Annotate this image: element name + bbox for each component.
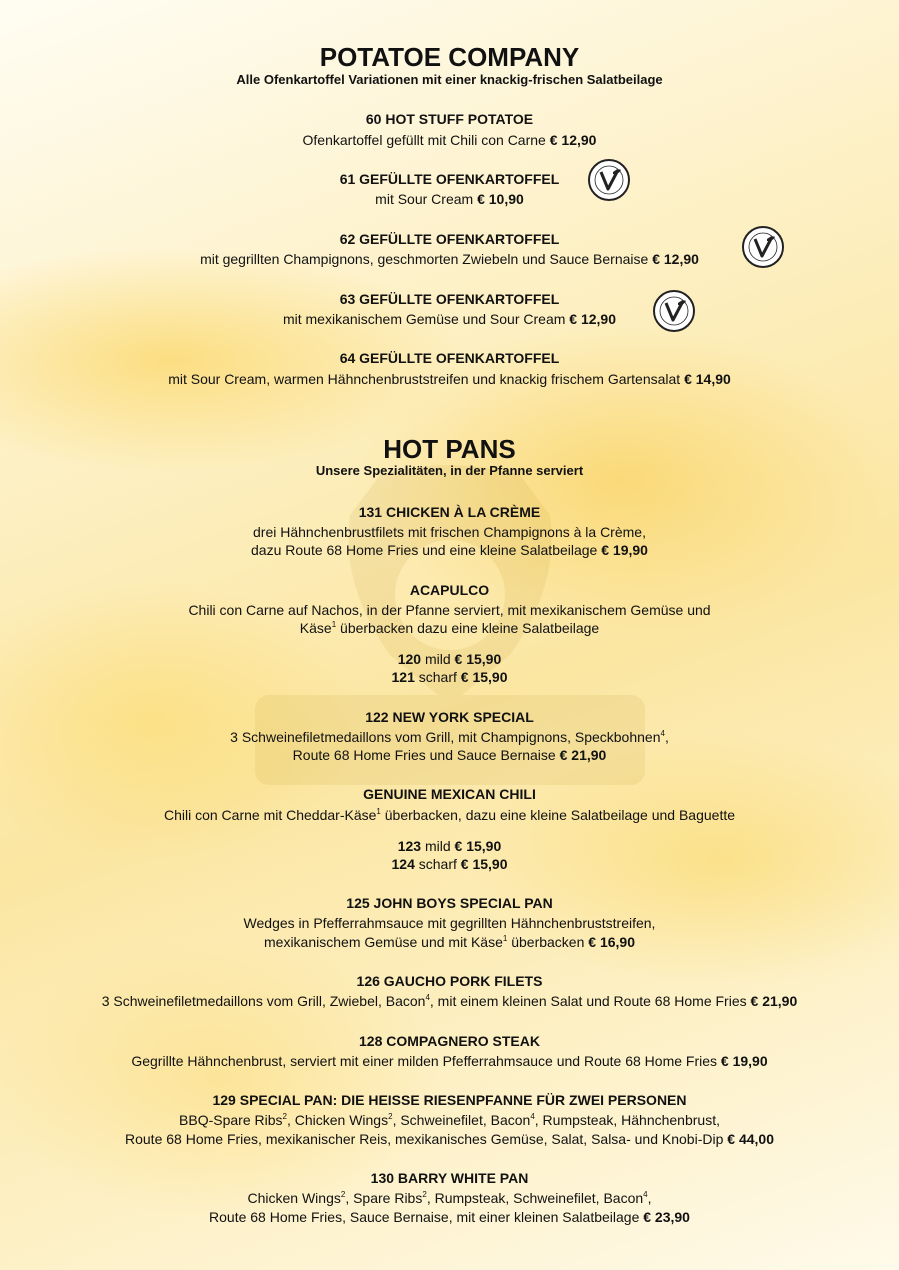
menu-item-description: drei Hähnchenbrustfilets mit frischen Champignons à la Crème, <box>253 524 646 540</box>
menu-item-description: mit mexikanischem Gemüse und Sour Cream € 12,90 <box>282 311 617 327</box>
size-option: 120 mild € 15,90 <box>397 651 502 667</box>
menu-item-price: € 14,90 <box>684 371 731 387</box>
menu-item-description: mit gegrillten Champignons, geschmorten Zwiebeln und Sauce Bernaise € 12,90 <box>200 251 699 267</box>
menu-item-description: Gegrillte Hähnchenbrust, serviert mit einer milden Pfefferrahmsauce und Route 68 Home Fries € 19,90 <box>131 1053 768 1069</box>
menu-item-name: 131 CHICKEN À LA CRÈME <box>358 504 541 520</box>
menu-item-price: € 19,90 <box>720 1053 768 1069</box>
menu-item-name: 130 BARRY WHITE PAN <box>370 1170 529 1186</box>
hotpans-section-title: HOT PANS <box>383 434 516 464</box>
menu-item-description: Chicken Wings$^2$, Spare Ribs$^2$, Rumpsteak, Schweinefilet, Bacon$^4$, <box>247 1190 652 1206</box>
menu-item-description: dazu Route 68 Home Fries und eine kleine Salatbeilage € 19,90 <box>251 542 648 558</box>
menu-item-name: 125 JOHN BOYS SPECIAL PAN <box>346 895 553 911</box>
menu-item-description: Wedges in Pfefferrahmsauce mit gegrillten Hähnchenbruststreifen, <box>243 915 656 931</box>
menu-item-name: 63 GEFÜLLTE OFENKARTOFFEL <box>339 291 560 307</box>
menu-item-name: 122 NEW YORK SPECIAL <box>365 709 534 725</box>
menu-item-price: € 16,90 <box>588 934 635 950</box>
size-option: 123 mild € 15,90 <box>397 838 502 854</box>
menu-item-description: Route 68 Home Fries, mexikanischer Reis, mexikanisches Gemüse, Salat, Salsa- und Knobi-Dip € 44,00 <box>125 1131 774 1147</box>
menu-item-description: mit Sour Cream, warmen Hähnchenbruststreifen und knackig frischem Gartensalat € 14,90 <box>168 371 731 387</box>
menu-item-description: Käse$^1$ überbacken dazu eine kleine Salatbeilage <box>299 620 600 636</box>
menu-item-price: € 19,90 <box>601 542 648 558</box>
menu-item-name: 129 SPECIAL PAN: DIE HEISSE RIESENPFANNE FÜR ZWEI PERSONEN <box>212 1092 687 1108</box>
menu-item-name: GENUINE MEXICAN CHILI <box>363 786 536 802</box>
size-option: 124 scharf € 15,90 <box>391 856 508 872</box>
menu-item-name: 128 COMPAGNERO STEAK <box>359 1033 540 1049</box>
menu-item-name: 61 GEFÜLLTE OFENKARTOFFEL <box>339 171 560 187</box>
menu-item-description: mexikanischem Gemüse und mit Käse$^1$ überbacken € 16,90 <box>264 934 635 950</box>
menu-item-description: Ofenkartoffel gefüllt mit Chili con Carne € 12,90 <box>302 132 597 148</box>
menu-item-price: € 12,90 <box>652 251 699 267</box>
menu-item-name: 62 GEFÜLLTE OFENKARTOFFEL <box>339 231 560 247</box>
menu-item-description: 3 Schweinefiletmedaillons vom Grill, Zwiebel, Bacon$^4$, mit einem kleinen Salat und Route 68 Home Fries € 21,90 <box>101 993 798 1009</box>
potatoe-section-subtitle: Alle Ofenkartoffel Variationen mit einer knackig-frischen Salatbeilage <box>236 72 663 87</box>
menu-item-description: Chili con Carne auf Nachos, in der Pfanne serviert, mit mexikanischem Gemüse und <box>188 602 711 618</box>
menu-item-description: mit Sour Cream € 10,90 <box>375 191 524 207</box>
size-option: 121 scharf € 15,90 <box>391 669 508 685</box>
menu-item-name: 60 HOT STUFF POTATOE <box>365 111 534 127</box>
menu-item-price: € 10,90 <box>477 191 524 207</box>
menu-item-price: € 12,90 <box>549 132 597 148</box>
menu-item-description: Route 68 Home Fries und Sauce Bernaise € 21,90 <box>292 747 607 763</box>
menu-item-description: Route 68 Home Fries, Sauce Bernaise, mit einer kleinen Salatbeilage € 23,90 <box>209 1209 690 1225</box>
menu-item-description: 3 Schweinefiletmedaillons vom Grill, mit Champignons, Speckbohnen$^4$, <box>230 729 669 745</box>
menu-item-price: € 21,90 <box>750 993 798 1009</box>
menu-item-price: € 23,90 <box>643 1209 690 1225</box>
menu-item-description: BBQ-Spare Ribs$^2$, Chicken Wings$^2$, Schweinefilet, Bacon$^4$, Rumpsteak, Hähnchenbrust, <box>179 1112 720 1128</box>
hotpans-section-subtitle: Unsere Spezialitäten, in der Pfanne serviert <box>315 463 584 478</box>
potatoe-section-title: POTATOE COMPANY <box>319 42 580 72</box>
menu-item-price: € 44,00 <box>727 1131 774 1147</box>
menu-item-name: 64 GEFÜLLTE OFENKARTOFFEL <box>339 350 560 366</box>
menu-item-name: ACAPULCO <box>409 582 490 598</box>
menu-item-price: € 21,90 <box>559 747 607 763</box>
menu-item-name: 126 GAUCHO PORK FILETS <box>356 973 543 989</box>
menu-item-description: Chili con Carne mit Cheddar-Käse$^1$ überbacken, dazu eine kleine Salatbeilage und Baguette <box>163 807 736 823</box>
menu-item-price: € 12,90 <box>569 311 617 327</box>
